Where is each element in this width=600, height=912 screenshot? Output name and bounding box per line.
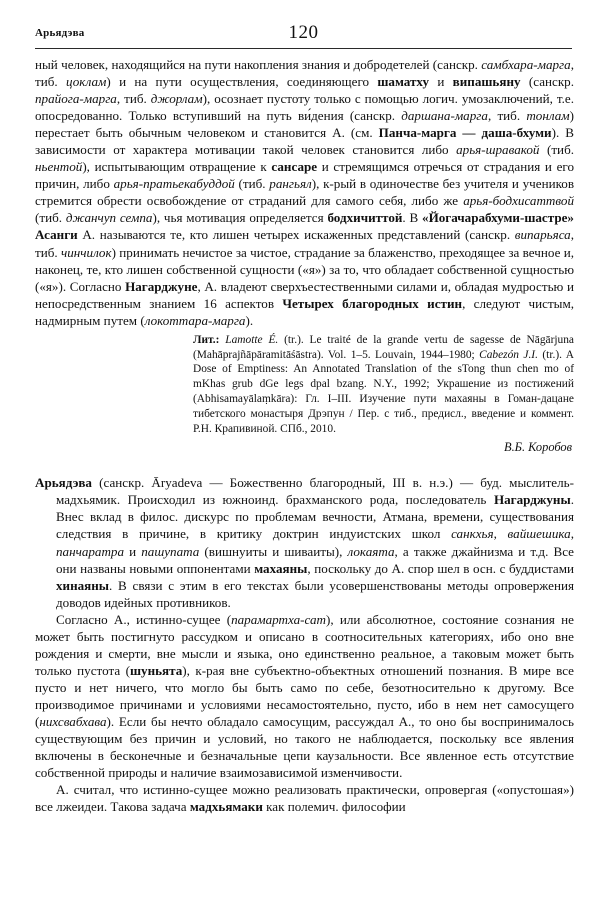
text-column (35, 56, 574, 815)
running-head (35, 22, 572, 48)
entry-aryadeva-paragraph-1: Арьядэва (санскр. Āryadeva — Божественно благородный, III в. н.э.) — буд. мыслитель-мадхьямик. Происходил из южноинд. брахманского рода, последователь Нагарджуны. Внес вклад в филос. дискурс по проблемам вечности, Атмана, времени, существования следствия в причине, в критику доктрин индуистских школ санкхья, вайшешика, панчаратра и пашупата (вишнуиты и шиваиты), локаята, а также джайнизма и т.д. Все они названы новыми оппонентами махаяны, поскольку до А. спор шел в осн. с буддистами хинаяны. В связи с этим в его текстах были усовершенствованы методы опровержения доводов идейных противников. (35, 475, 574, 610)
author-byline: В.Б. Коробов (504, 440, 572, 455)
continued-entry-paragraph: ный человек, находящийся на пути накопления знания и добродетелей (санскр. самбхара-марга, тиб. цоклам) и на пути осуществления, соединяющего шаматху и випашьяну (санскр. прайога-марга, тиб. джорлам), осознает пустоту только с помощью логич. умозаключений, т.е. опосредованно. Только вступивший на путь ви́дения (санскр. даршана-марга, тиб. тонлам) перестает быть обычным человеком и становится А. (см. Панча-марга — даша-бхуми). В зависимости от характера мотивации такой человек становится либо арья-шравакой (тиб. ньентой), испытывающим отвращение к сансаре и стремящимся отречься от страдания и его причин, либо арья-пратьекабуддой (тиб. рангьял), к-рый в одиночестве без учителя и учеников стремится обрести освобождение от страданий для самого себя, либо же арья-бодхисаттвой (тиб. джанчуп семпа), чья мотивация определяется бодхичиттой. В «Йогачарабхуми-шастре» Асанги А. называются те, кто лишен четырех искаженных представлений (санскр. випарьяса, тиб. чинчилок) принимать нечистое за чистое, страдание за блаженство, преходящее за вечное и, наконец, те, кто лишен собственной сущности («я») за то, что обладает собственной сущностью («я»). Согласно Нагарджуне, А. владеют сверхъестественными силами и, обладая мудростью и непосредственным знанием 16 аспектов Четырех благородных истин, следуют чистым, надмирным путем (локоттара-марга). (35, 57, 575, 328)
spacer-between-entries (35, 455, 574, 474)
page-number: 120 (288, 22, 319, 43)
running-head-title: Арьядэва (35, 27, 85, 39)
header-rule (35, 48, 572, 49)
literature-block: Лит.: Lamotte É. (tr.). Le traité de la grande vertu de sagesse de Nāgārjuna (Mahāprajñāpāramitāśāstra). Vol. 1–5. Louvain, 1944–1980; Cabezón J.I. (tr.). A Dose of Emptiness: An Annotated Translation of the sTong thun chen mo of mKhas grub dGe legs dpal bzang. N.Y., 1992; Украшение из постижений (Abhisamayālaṃkāra): Гл. I–III. Изучение пути махаяны в Гоман-дацане тибетского монастыря Дрэпун / Пер. с тиб., предисл., введение и коммент. Р.Н. Крапивиной. СПб., 2010. (193, 333, 574, 435)
entry-aryadeva-paragraph-3: А. считал, что истинно-сущее можно реализовать практически, опровергая («опустошая») все лжеидеи. Такова задача мадхьямаки как полемич. философии (35, 782, 574, 815)
entry-aryadeva-paragraph-2: Согласно А., истинно-сущее (парамартха-сат), или абсолютное, состояние сознания не может быть постигнуто рассудком и описано в соотносительных категориях, ибо оно вне рождения и смерти, вне мысли и языка, оно единственно реальное, а таковым может быть только пустота (шуньята), к-рая вне субъектно-объектных отношений познания. В мире все пусто и нет ничего, что могло бы быть само по себе, безотносительно к другому. Все производимое причинами и условиями несамостоятельно, пусто, ибо в нем нет самосущего (нихсвабхава). Если бы нечто обладало самосущим, рассуждал А., то оно бы воспринималось существующим без причин и условий, но такого не наблюдается, поскольку все явления включены в бесконечные и безначальные цепи каузальности. Все явленное есть отсутствие собственной природы и наличие взаимозависимой изменчивости. (35, 611, 574, 781)
